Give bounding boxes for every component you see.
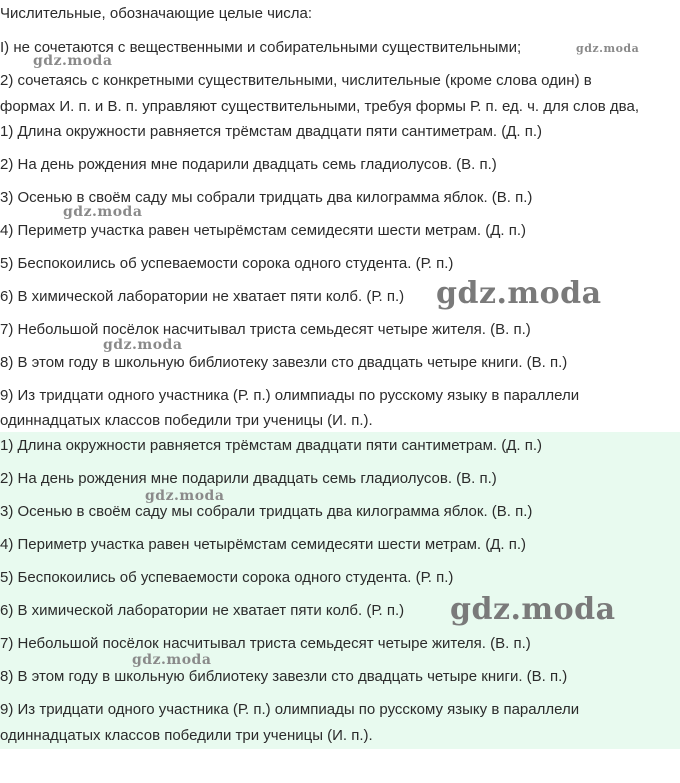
exercise-sentence-8: 8) В этом году в школьную библиотеку завезли сто двадцать четыре книги. (В. п.) (0, 354, 568, 371)
intro-rule-2-line-1: 2) сочетаясь с конкретными существительными, числительные (кроме слова один) в (0, 72, 592, 89)
watermark: gdz.moda (33, 53, 113, 69)
exercise-sentence-7: 7) Небольшой посёлок насчитывал триста семьдесят четыре жителя. (В. п.) (0, 321, 531, 338)
intro-heading: Числительные, обозначающие целые числа: (0, 5, 313, 22)
answer-sentence-7: 7) Небольшой посёлок насчитывал триста семьдесят четыре жителя. (В. п.) (0, 635, 531, 652)
answer-sentence-9-line-1: 9) Из тридцати одного участника (Р. п.) олимпиады по русскому языку в параллели (0, 701, 580, 718)
exercise-sentence-3: 3) Осенью в своём саду мы собрали тридцать два килограмма яблок. (В. п.) (0, 189, 533, 206)
answer-sentence-9-line-2: одиннадцатых классов победили три ученицы (И. п.). (0, 727, 373, 744)
answer-sentence-6: 6) В химической лаборатории не хватает пяти колб. (Р. п.) (0, 602, 405, 619)
answer-sentence-8: 8) В этом году в школьную библиотеку завезли сто двадцать четыре книги. (В. п.) (0, 668, 568, 685)
answer-sentence-4: 4) Периметр участка равен четырёмстам семидесяти шести метрам. (Д. п.) (0, 536, 527, 553)
exercise-sentence-1: 1) Длина окружности равняется трёмстам двадцати пяти сантиметрам. (Д. п.) (0, 123, 543, 140)
answer-sentence-1: 1) Длина окружности равняется трёмстам двадцати пяти сантиметрам. (Д. п.) (0, 437, 543, 454)
exercise-sentence-4: 4) Периметр участка равен четырёмстам семидесяти шести метрам. (Д. п.) (0, 222, 527, 239)
watermark: gdz.moda (576, 42, 640, 55)
watermark: gdz.moda (436, 276, 602, 311)
watermark: gdz.moda (450, 592, 616, 627)
exercise-sentence-6: 6) В химической лаборатории не хватает пяти колб. (Р. п.) (0, 288, 405, 305)
watermark: gdz.moda (103, 337, 183, 353)
answer-sentence-3: 3) Осенью в своём саду мы собрали тридцать два килограмма яблок. (В. п.) (0, 503, 533, 520)
exercise-sentence-9-line-2: одиннадцатых классов победили три ученицы (И. п.). (0, 412, 373, 429)
answer-sentence-5: 5) Беспокоились об успеваемости сорока одного студента. (Р. п.) (0, 569, 454, 586)
intro-rule-2-line-2: формах И. п. и В. п. управляют существительными, требуя формы Р. п. ед. ч. для слов два, (0, 98, 639, 115)
answer-sentence-2: 2) На день рождения мне подарили двадцать семь гладиолусов. (В. п.) (0, 470, 497, 487)
watermark: gdz.moda (145, 488, 225, 504)
watermark: gdz.moda (63, 204, 143, 220)
exercise-sentence-2: 2) На день рождения мне подарили двадцать семь гладиолусов. (В. п.) (0, 156, 497, 173)
exercise-sentence-9-line-1: 9) Из тридцати одного участника (Р. п.) олимпиады по русскому языку в параллели (0, 387, 580, 404)
intro-rule-1: I) не сочетаются с вещественными и собирательными существительными; (0, 39, 522, 56)
exercise-sentence-5: 5) Беспокоились об успеваемости сорока одного студента. (Р. п.) (0, 255, 454, 272)
watermark: gdz.moda (132, 652, 212, 668)
